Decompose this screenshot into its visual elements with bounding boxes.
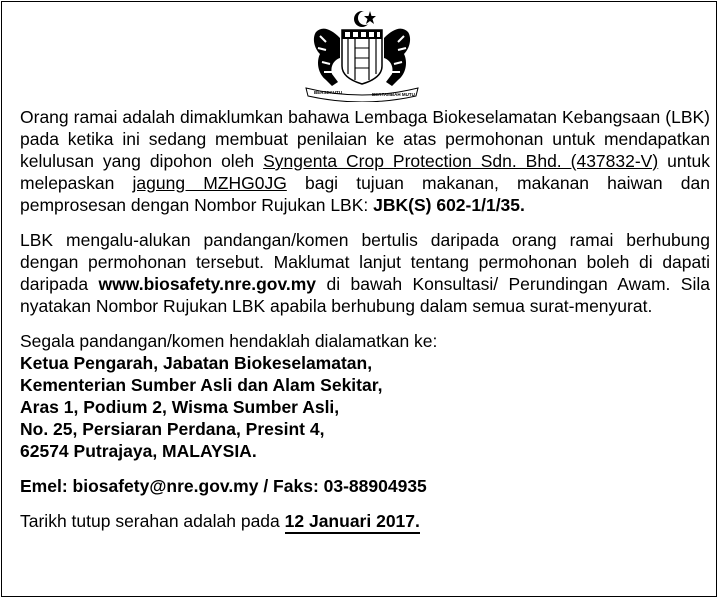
notice-body: [20, 106, 710, 545]
paragraph-application: Orang ramai adalah dimaklumkan bahawa Lembaga Biokeselamatan Kebangsaan (LBK) pada ketika ini sedang membuat penilaian ke atas permohonan untuk mendapatkan kelulusan yang dipohon oleh Syngenta Crop Protection Sdn. Bhd. (437832-V) untuk melepaskan jagung MZHG0JG bagi tujuan makanan, makanan haiwan dan pemprosesan dengan Nombor Rujukan LBK: JBK(S) 602-1/1/35.: [20, 107, 710, 215]
address-intro: Segala pandangan/komen hendaklah dialamatkan ke:: [20, 331, 438, 351]
closing-line: Tarikh tutup serahan adalah pada 12 Januari 2017.: [20, 510, 710, 532]
applicant-name: Syngenta Crop Protection Sdn. Bhd. (437832-V): [263, 151, 659, 171]
reference-number: JBK(S) 602-1/1/35.: [373, 195, 525, 215]
closing-date: 12 Januari 2017.: [285, 511, 420, 534]
crest-motto-left: BERSEKUTU: [314, 90, 343, 95]
address-block: [20, 352, 710, 462]
address-line: No. 25, Persiaran Perdana, Presint 4,: [20, 419, 325, 439]
malaysia-coat-of-arms-icon: [292, 8, 432, 102]
crest-motto-right: BERTAMBAH MUTU: [372, 92, 415, 97]
website-link[interactable]: www.biosafety.nre.gov.my: [98, 274, 317, 294]
notice-frame: [1, 1, 717, 597]
address-line: Kementerian Sumber Asli dan Alam Sekitar,: [20, 375, 383, 395]
paragraph-comments: LBK mengalu-alukan pandangan/komen bertulis daripada orang ramai berhubung dengan permohonan tersebut. Maklumat lanjut tentang permohonan boleh di dapati daripada www.biosafety.nre.gov.my di bawah Konsultasi/ Perundingan Awam. Sila nyatakan Nombor Rujukan LBK apabila berhubung dalam semua surat-menyurat.: [20, 230, 710, 316]
address-line: 62574 Putrajaya, MALAYSIA.: [20, 441, 257, 461]
contact-line[interactable]: Emel: biosafety@nre.gov.my / Faks: 03-88904935: [20, 476, 427, 496]
address-line: Aras 1, Podium 2, Wisma Sumber Asli,: [20, 397, 340, 417]
product-name: jagung MZHG0JG: [132, 173, 287, 193]
address-line: Ketua Pengarah, Jabatan Biokeselamatan,: [20, 353, 373, 373]
